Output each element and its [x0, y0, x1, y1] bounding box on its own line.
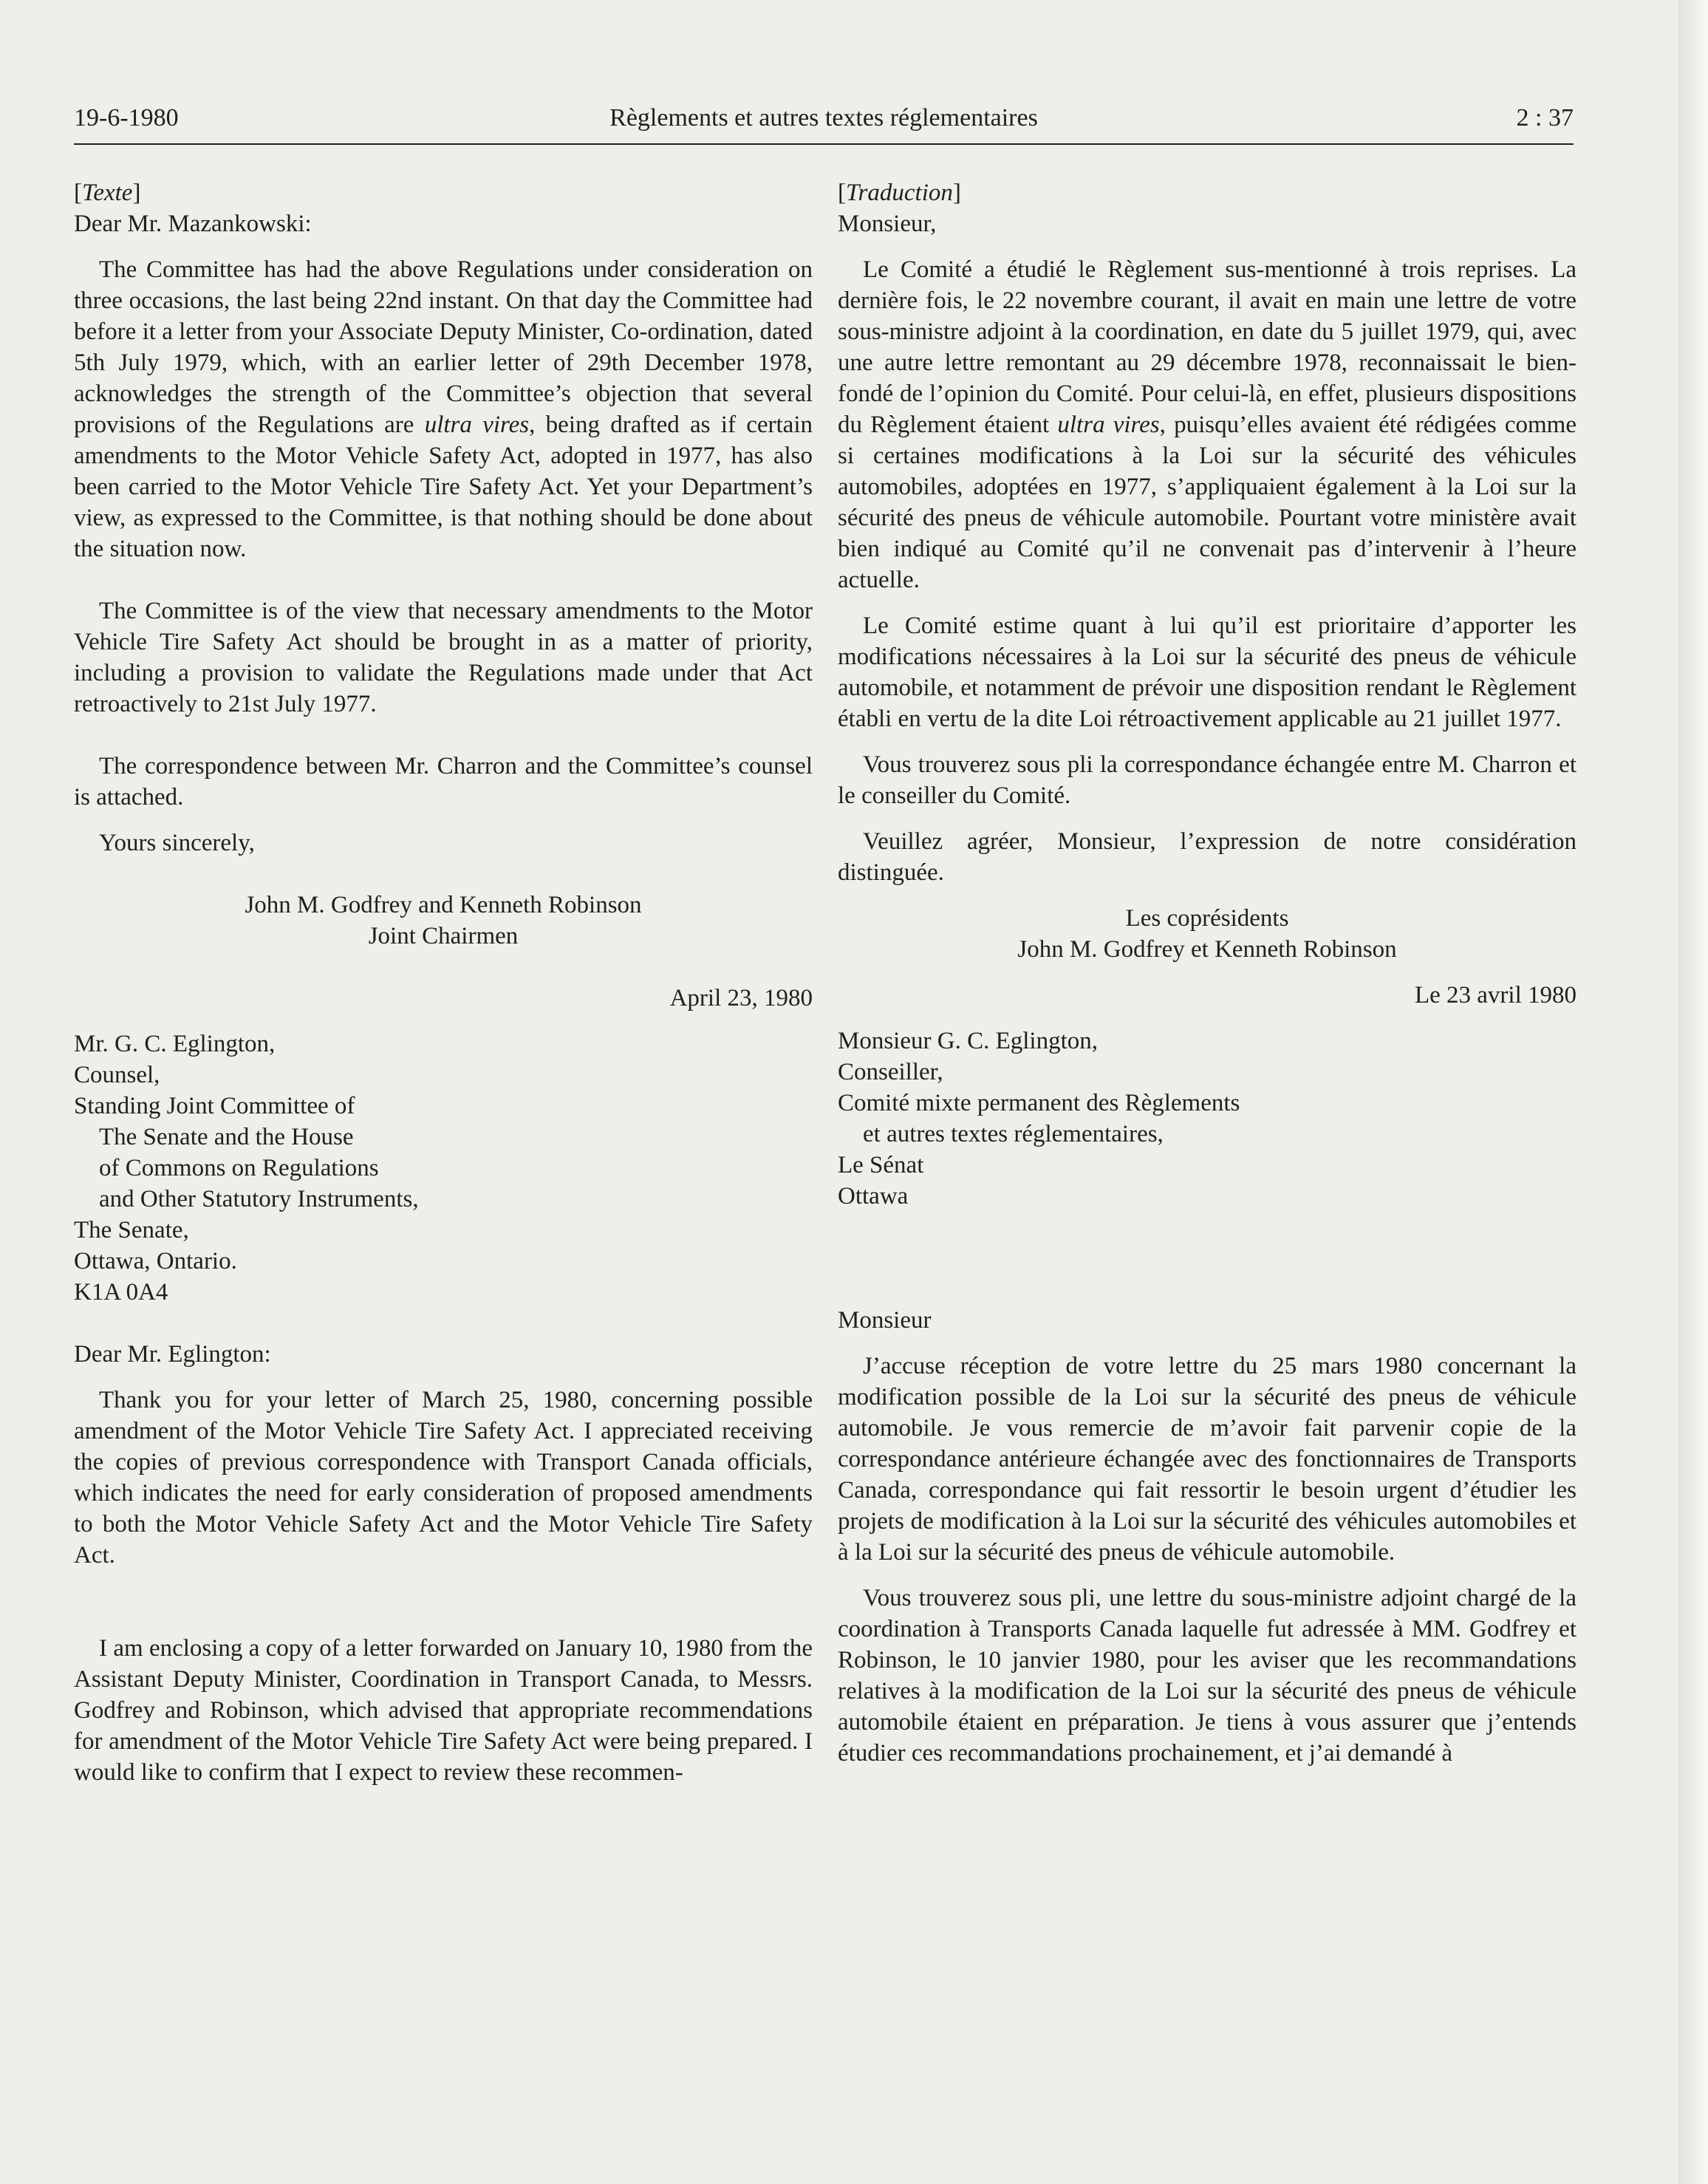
address-line: Mr. G. C. Eglington,	[74, 1031, 276, 1057]
signature-title: Les coprésidents	[1125, 905, 1289, 932]
letter-date: Le 23 avril 1980	[1414, 982, 1577, 1009]
page-edge-shadow	[1678, 0, 1708, 2184]
address-line: Counsel,	[74, 1062, 160, 1088]
section-label: [Texte]	[74, 180, 141, 206]
address-line: of Commons on Regulations	[99, 1155, 379, 1181]
header-date: 19-6-1980	[74, 104, 179, 132]
paragraph: Vous trouverez sous pli, une lettre du sous-ministre adjoint chargé de la coordination à Transports Canada laquelle fut adressée à MM. Godfrey et Robinson, le 10 janvier 1980, pour les aviser que les recommandations relatives à la modification de la Loi sur la sécurité des pneus de véhicule automobile étaient en préparation. Je tiens à vous assurer que j’entends étudier ces recommandations prochainement, et j’ai demandé à	[838, 1585, 1577, 1767]
address-line: Le Sénat	[838, 1152, 924, 1178]
address-line: Ottawa, Ontario.	[74, 1248, 237, 1274]
header-title: Règlements et autres textes réglementaires	[609, 104, 1038, 132]
paragraph: Le Comité a étudié le Règlement sus-mentionné à trois reprises. La dernière fois, le 22 novembre courant, il avait en main une lettre de votre sous-ministre adjoint à la coordination, en date du 5 juillet 1979, qui, avec une autre lettre remontant au 29 décembre 1978, reconnaissait le bien-fondé de l’opinion du Comité. Pour celui-là, en effet, plusieurs dispositions du Règlement étaient ultra vires, puisqu’elles avaient été rédigées comme si certaines modifications à la Loi sur la sécurité des véhicules automobiles, adoptées en 1977, s’appliquaient également à la Loi sur la sécurité des pneus de véhicule automobile. Pourtant votre ministère avait bien indiqué au Comité qu’il ne convenait pas d’intervenir à l’heure actuelle.	[838, 256, 1577, 593]
paragraph: The correspondence between Mr. Charron and the Committee’s counsel is attached.	[74, 753, 813, 811]
paragraph: Veuillez agréer, Monsieur, l’expression de notre considération distinguée.	[838, 828, 1577, 886]
letter-date: April 23, 1980	[669, 985, 813, 1011]
paragraph: J’accuse réception de votre lettre du 25 mars 1980 concernant la modification possible de la Loi sur la sécurité des pneus de véhicule automobile. Je vous remercie de m’avoir fait parvenir copie de la correspondance antérieure échangée avec des fonctionnaires de Transports Canada, correspondance qui fait ressortir le besoin urgent d’étudier les projets de modification à la Loi sur la sécurité des véhicules automobiles et à la Loi sur la sécurité des pneus de véhicule automobile.	[838, 1353, 1577, 1566]
running-header	[74, 102, 1574, 145]
left-column-english	[74, 177, 813, 1788]
signature-names: John M. Godfrey and Kenneth Robinson	[245, 892, 642, 918]
paragraph: I am enclosing a copy of a letter forwarded on January 10, 1980 from the Assistant Deputy Minister, Coordination in Transport Canada, to Messrs. Godfrey and Robinson, which advised that appropriate recommendations for amendment of the Motor Vehicle Tire Safety Act were being prepared. I would like to confirm that I expect to review these recommen-	[74, 1635, 813, 1786]
header-page-number: 2 : 37	[1516, 104, 1574, 132]
address-line: Conseiller,	[838, 1059, 943, 1085]
address-line: Ottawa	[838, 1183, 909, 1209]
paragraph: Vous trouverez sous pli la correspondance échangée entre M. Charron et le conseiller du Comité.	[838, 751, 1577, 809]
address-line: K1A 0A4	[74, 1279, 168, 1306]
address-line: Standing Joint Committee of	[74, 1093, 355, 1119]
closing: Yours sincerely,	[99, 830, 255, 856]
address-line: Comité mixte permanent des Règlements	[838, 1090, 1240, 1116]
address-line: Monsieur G. C. Eglington,	[838, 1028, 1098, 1054]
section-label: [Traduction]	[838, 180, 961, 206]
address-line: The Senate and the House	[99, 1124, 354, 1150]
address-line: The Senate,	[74, 1217, 189, 1243]
paragraph: The Committee is of the view that necessary amendments to the Motor Vehicle Tire Safety Act should be brought in as a matter of priority, including a provision to validate the Regulations made under that Act retroactively to 21st July 1977.	[74, 598, 813, 717]
salutation: Monsieur	[838, 1307, 932, 1334]
right-column-french	[838, 177, 1577, 1769]
salutation: Dear Mr. Mazankowski:	[74, 211, 312, 237]
signature-title: Joint Chairmen	[368, 923, 519, 949]
signature-names: John M. Godfrey et Kenneth Robinson	[1017, 936, 1397, 963]
salutation: Monsieur,	[838, 211, 937, 237]
paragraph: Le Comité estime quant à lui qu’il est prioritaire d’apporter les modifications nécessaires à la Loi sur la sécurité des pneus de véhicule automobile, et notamment de prévoir une disposition rendant le Règlement établi en vertu de la dite Loi rétroactivement applicable au 21 juillet 1977.	[838, 612, 1577, 732]
address-line: and Other Statutory Instruments,	[99, 1186, 419, 1212]
paragraph: Thank you for your letter of March 25, 1980, concerning possible amendment of the Motor Vehicle Tire Safety Act. I appreciated receiving the copies of previous correspondence with Transport Canada officials, which indicates the need for early consideration of proposed amendments to both the Motor Vehicle Safety Act and the Motor Vehicle Tire Safety Act.	[74, 1387, 813, 1569]
paragraph: The Committee has had the above Regulations under consideration on three occasions, the last being 22nd instant. On that day the Committee had before it a letter from your Associate Deputy Minister, Co-ordination, dated 5th July 1979, which, with an earlier letter of 29th December 1978, acknowledges the strength of the Committee’s objection that several provisions of the Regulations are ultra vires, being drafted as if certain amendments to the Motor Vehicle Safety Act, adopted in 1977, has also been carried to the Motor Vehicle Tire Safety Act. Yet your Department’s view, as expressed to the Committee, is that nothing should be done about the situation now.	[74, 256, 813, 562]
salutation: Dear Mr. Eglington:	[74, 1341, 271, 1368]
address-line: et autres textes réglementaires,	[863, 1121, 1164, 1147]
